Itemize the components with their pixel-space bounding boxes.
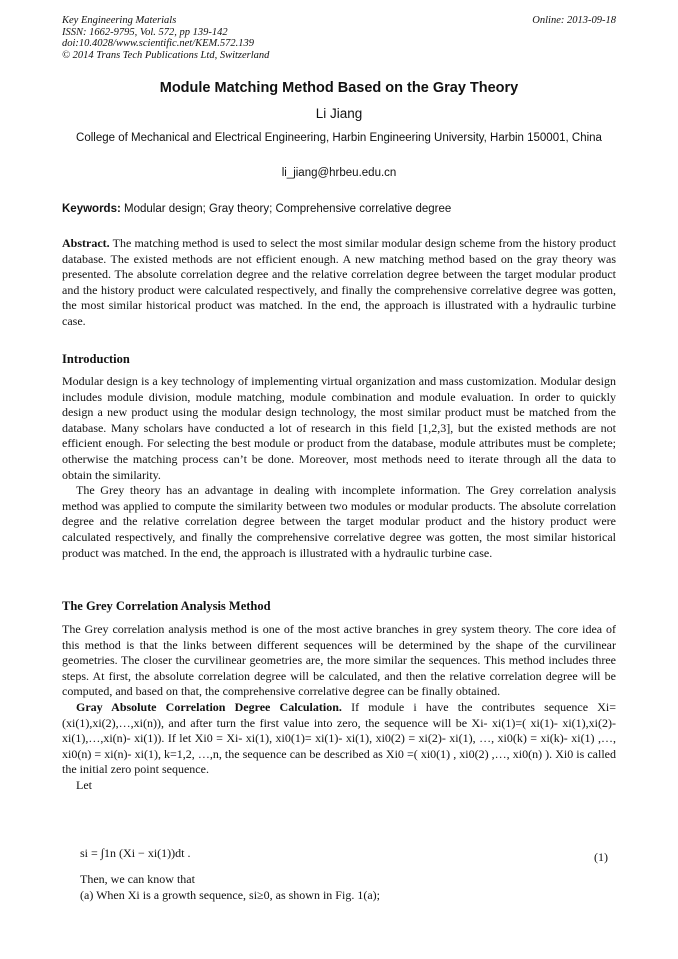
grey-subheading: Gray Absolute Correlation Degree Calculation. [76,699,342,714]
journal-doi: doi:10.4028/www.scientific.net/KEM.572.139 [62,38,254,50]
abstract [62,236,616,330]
author-name: Li Jiang [315,106,363,121]
author-email: li_jiang@hrbeu.edu.cn [281,167,397,179]
continuation [80,872,616,903]
keywords-text: Modular design; Gray theory; Comprehensive correlative degree [120,203,452,215]
grey-heading: The Grey Correlation Analysis Method [62,599,271,613]
online-date: Online: 2013-09-18 [532,15,616,26]
paper-title: Module Matching Method Based on the Gray Theory [159,80,519,96]
list-item: (a) When Xi is a growth sequence, si≥0, as shown in Fig. 1(a); [80,887,380,902]
grey-paragraph: If module i have the contributes sequence Xi=(xi(1),xi(2),…,xi(n)), and after turn the first value into zero, the sequence will be Xi- xi(1)=( xi(1)- xi(1),xi(2)- xi(1),…,xi(n)- xi(1)). If let Xi0 = Xi- xi(1), xi0(1)= xi(1)- xi(1), xi0(2) = xi(2)- xi(1), …, xi0(k) = xi(k)- xi(1) ,…, xi0(n) = xi(n)- xi(1), k=1,2, …,n, the sequence can be described as Xi0 =( xi0(1) , xi0(2) ,…, xi0(n) ). Xi0 is called the initial zero point sequence. [62,699,616,777]
introduction-heading: Introduction [62,352,130,366]
grey-section [62,622,616,794]
equation-number: (1) [594,850,608,864]
let-text: Let [76,777,92,792]
grey-paragraph: The Grey correlation analysis method is one of the most active branches in grey system theory. The core idea of this method is that the links between different sequences will be determined by the shape of the curvilinear geometries. The closer the curvilinear geometries are, the more similar the sequences. This method includes three steps. At first, the absolute correlation degree will be calculated, and then the relative correlation degree will be computed, and based on that, the comprehensive correlative degree can be finally obtained. [62,622,616,699]
equation-1 [62,846,616,864]
equation-body: si = ∫1n (Xi − xi(1))dt . [80,846,191,860]
introduction-section [62,374,616,561]
keywords [62,203,616,215]
journal-issn: ISSN: 1662-9795, Vol. 572, pp 139-142 [62,26,228,38]
author-affiliation: College of Mechanical and Electrical Engineering, Harbin Engineering University, Harbin 150001, China [76,132,602,144]
introduction-paragraph: Modular design is a key technology of implementing virtual organization and mass customization. Modular design includes module division, module matching, module combination and module evaluation. In order to quickly design a new product using the modular design technology, the most similar product must be matched from the database. Many scholars have conducted a lot of research in this field [1,2,3], but the existed methods are not efficient enough. For selecting the best module or product from the database, module attributes must be complete; otherwise the matching process can’t be done. Moreover, most methods need to iterate through all the data to obtain the similarity. [62,374,616,482]
journal-header [62,15,616,61]
journal-name: Key Engineering Materials [62,15,177,26]
journal-copyright: © 2014 Trans Tech Publications Ltd, Switzerland [62,49,270,61]
keywords-label: Keywords: [62,203,121,215]
then-text: Then, we can know that [80,872,195,886]
abstract-label: Abstract. [62,236,110,250]
introduction-paragraph: The Grey theory has an advantage in dealing with incomplete information. The Grey correlation analysis method was applied to compute the similarity between two modules or modular products. The absolute correlation degree and the relative correlation degree between the target modular product and the history product were calculated respectively, and finally the comprehensive correlative degree was gotten, the most similar historical product was matched. In the end, the approach is illustrated with a hydraulic turbine case. [62,483,616,560]
abstract-text: The matching method is used to select the most similar modular design scheme from the history product database. The existed methods are not efficient enough. A new matching method based on the gray theory was presented. The absolute correlation degree and the relative correlation degree between the target modular product and the history product were calculated respectively, and finally the comprehensive correlative degree was gotten, the most similar historical product was matched. In the end, the approach is illustrated with a hydraulic turbine case. [62,236,616,328]
